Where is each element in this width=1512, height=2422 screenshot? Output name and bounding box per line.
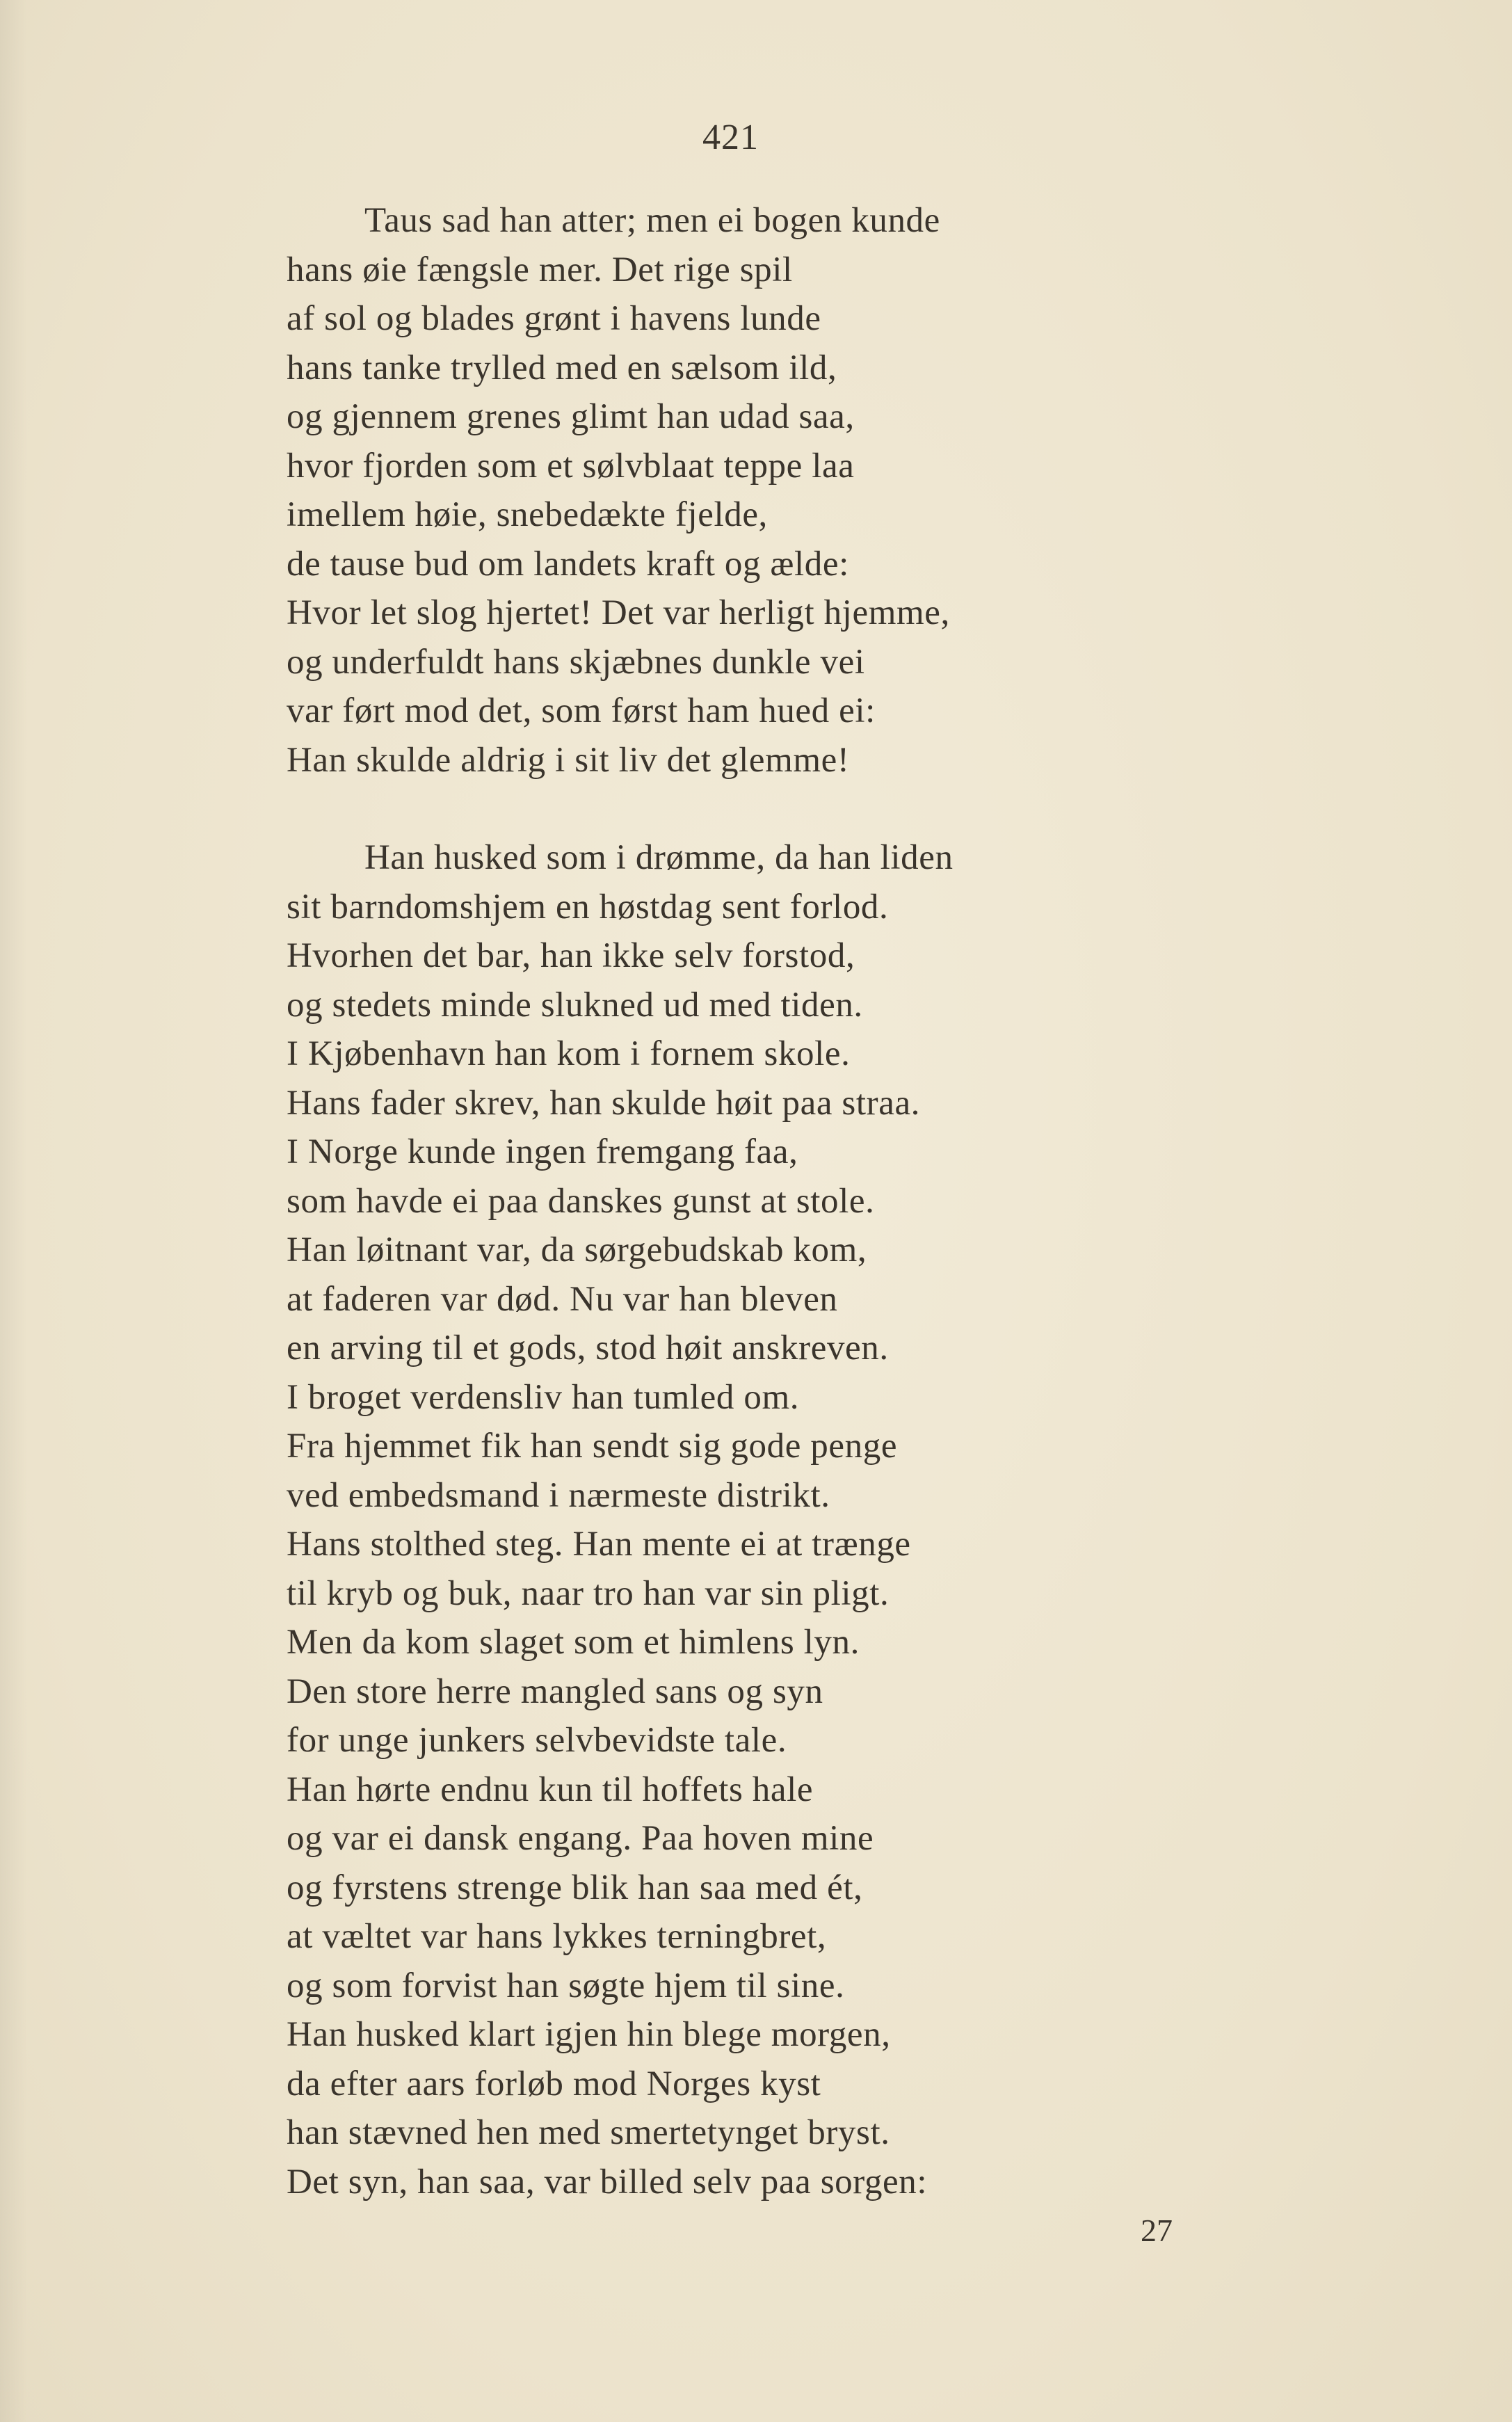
poem-line: at væltet var hans lykkes terningbret, (287, 1917, 827, 1956)
poem-line: at faderen var død. Nu var han bleven (287, 1279, 838, 1319)
poem-line: Han løitnant var, da sørgebudskab kom, (287, 1230, 867, 1269)
poem-line: og stedets minde slukned ud med tiden. (287, 985, 863, 1025)
poem-line: Den store herre mangled sans og syn (287, 1671, 823, 1711)
poem-line: og gjennem grenes glimt han udad saa, (287, 397, 855, 436)
poem-line: Det syn, han saa, var billed selv paa sorgen: (287, 2162, 928, 2202)
poem-line: han stævned hen med smertetynget bryst. (287, 2113, 890, 2152)
poem-line: og som forvist han søgte hjem til sine. (287, 1966, 845, 2005)
poem-line: af sol og blades grønt i havens lunde (287, 299, 821, 338)
poem-line: Hvor let slog hjertet! Det var herligt hjemme, (287, 593, 950, 632)
poem-line: de tause bud om landets kraft og ælde: (287, 544, 849, 584)
poem-line: Hvorhen det bar, han ikke selv forstod, (287, 936, 855, 975)
poem-line: ved embedsmand i nærmeste distrikt. (287, 1475, 830, 1515)
poem-line: og fyrstens strenge blik han saa med ét, (287, 1868, 863, 1907)
poem-line: var ført mod det, som først ham hued ei: (287, 691, 876, 730)
poem-line: da efter aars forløb mod Norges kyst (287, 2064, 821, 2103)
poem-line: som havde ei paa danskes gunst at stole. (287, 1181, 875, 1221)
poem-line: Han husked som i drømme, da han liden (364, 838, 954, 877)
poem-line: for unge junkers selvbevidste tale. (287, 1721, 787, 1760)
stanza-2 (287, 833, 954, 2206)
poem-line: I Norge kunde ingen fremgang faa, (287, 1132, 798, 1171)
poem-line: Taus sad han atter; men ei bogen kunde (364, 201, 940, 240)
poem-line: hvor fjorden som et sølvblaat teppe laa (287, 446, 855, 486)
poem-line: sit barndomshjem en høstdag sent forlod. (287, 887, 889, 927)
stanza-1 (287, 196, 950, 785)
poem-line: Hans fader skrev, han skulde høit paa straa. (287, 1083, 921, 1123)
poem-line: en arving til et gods, stod høit anskreven. (287, 1329, 889, 1368)
poem-line: Fra hjemmet fik han sendt sig gode penge (287, 1427, 898, 1466)
poem-line: og underfuldt hans skjæbnes dunkle vei (287, 642, 865, 682)
poem-line: Han husked klart igjen hin blege morgen, (287, 2015, 891, 2054)
poem-line: Han skulde aldrig i sit liv det glemme! (287, 740, 850, 780)
poem-line: hans øie fængsle mer. Det rige spil (287, 250, 793, 289)
poem-line: og var ei dansk engang. Paa hoven mine (287, 1819, 874, 1858)
poem-line: imellem høie, snebedækte fjelde, (287, 495, 768, 534)
page-number: 421 (702, 118, 759, 157)
signature-mark: 27 (1141, 2213, 1173, 2248)
poem-line: Men da kom slaget som et himlens lyn. (287, 1623, 860, 1662)
poem-line: hans tanke trylled med en sælsom ild, (287, 348, 837, 387)
poem-line: I Kjøbenhavn han kom i fornem skole. (287, 1034, 851, 1073)
poem-line: Han hørte endnu kun til hoffets hale (287, 1770, 814, 1809)
poem-line: I broget verdensliv han tumled om. (287, 1377, 800, 1417)
poem-line: Hans stolthed steg. Han mente ei at trænge (287, 1525, 911, 1564)
poem-line: til kryb og buk, naar tro han var sin pligt. (287, 1573, 890, 1613)
